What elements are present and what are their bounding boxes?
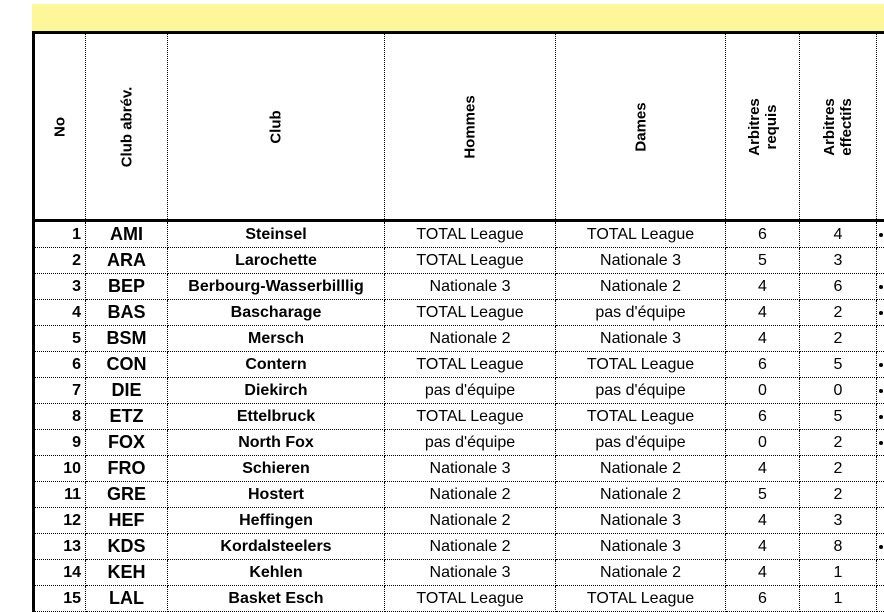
cell-club-abbr[interactable]: DIE bbox=[86, 378, 168, 404]
cell-arbitres-requis[interactable]: 6 bbox=[726, 352, 800, 378]
cell-dames[interactable]: Nationale 2 bbox=[556, 456, 726, 482]
cell-arbitres-requis[interactable]: 6 bbox=[726, 221, 800, 248]
table-row[interactable] bbox=[34, 326, 884, 352]
cell-club[interactable]: Hostert bbox=[168, 482, 385, 508]
referee-table bbox=[32, 31, 884, 612]
cell-hommes[interactable]: Nationale 3 bbox=[385, 456, 556, 482]
truncated-cell-mark bbox=[879, 233, 883, 237]
cell-dames[interactable]: Nationale 3 bbox=[556, 248, 726, 274]
cell-arbitres-effectifs[interactable]: 1 bbox=[800, 586, 877, 612]
col-header-hommes: Hommes bbox=[385, 33, 556, 221]
table-row[interactable] bbox=[34, 221, 884, 248]
cell-arbitres-effectifs[interactable]: 2 bbox=[800, 456, 877, 482]
table-row[interactable] bbox=[34, 300, 884, 326]
cell-arbitres-requis[interactable]: 4 bbox=[726, 534, 800, 560]
cell-no[interactable]: 14 bbox=[34, 560, 86, 586]
cell-club-abbr[interactable]: LAL bbox=[86, 586, 168, 612]
header-row bbox=[34, 33, 884, 221]
cell-extra[interactable] bbox=[877, 534, 884, 560]
cell-no[interactable]: 2 bbox=[34, 248, 86, 274]
cell-arbitres-requis[interactable]: 4 bbox=[726, 274, 800, 300]
table-row[interactable] bbox=[34, 482, 884, 508]
table-row[interactable] bbox=[34, 274, 884, 300]
cell-no[interactable]: 9 bbox=[34, 430, 86, 456]
cell-no[interactable]: 4 bbox=[34, 300, 86, 326]
cell-no[interactable]: 13 bbox=[34, 534, 86, 560]
cell-extra[interactable] bbox=[877, 430, 884, 456]
cell-extra[interactable] bbox=[877, 508, 884, 534]
cell-dames[interactable]: TOTAL League bbox=[556, 586, 726, 612]
cell-club[interactable]: Mersch bbox=[168, 326, 385, 352]
cell-hommes[interactable]: Nationale 2 bbox=[385, 326, 556, 352]
cell-no[interactable]: 1 bbox=[34, 221, 86, 248]
cell-club[interactable]: Larochette bbox=[168, 248, 385, 274]
cell-club[interactable]: Bascharage bbox=[168, 300, 385, 326]
cell-no[interactable]: 15 bbox=[34, 586, 86, 612]
cell-arbitres-effectifs[interactable]: 2 bbox=[800, 430, 877, 456]
cell-club-abbr[interactable]: KEH bbox=[86, 560, 168, 586]
cell-dames[interactable]: TOTAL League bbox=[556, 404, 726, 430]
cell-extra[interactable] bbox=[877, 221, 884, 248]
col-header-club-abbr: Club abrév. bbox=[86, 33, 168, 221]
cell-extra[interactable] bbox=[877, 560, 884, 586]
cell-no[interactable]: 3 bbox=[34, 274, 86, 300]
cell-club[interactable]: Ettelbruck bbox=[168, 404, 385, 430]
table-row[interactable] bbox=[34, 456, 884, 482]
table-row[interactable] bbox=[34, 560, 884, 586]
cell-arbitres-requis[interactable]: 5 bbox=[726, 482, 800, 508]
cell-club-abbr[interactable]: BEP bbox=[86, 274, 168, 300]
cell-arbitres-requis[interactable]: 6 bbox=[726, 586, 800, 612]
cell-dames[interactable]: Nationale 3 bbox=[556, 508, 726, 534]
cell-no[interactable]: 7 bbox=[34, 378, 86, 404]
cell-no[interactable]: 10 bbox=[34, 456, 86, 482]
cell-extra[interactable] bbox=[877, 274, 884, 300]
cell-no[interactable]: 12 bbox=[34, 508, 86, 534]
cell-arbitres-effectifs[interactable]: 8 bbox=[800, 534, 877, 560]
cell-arbitres-effectifs[interactable]: 1 bbox=[800, 560, 877, 586]
sheet-top-band bbox=[32, 4, 884, 31]
spreadsheet bbox=[32, 31, 884, 612]
truncated-cell-mark bbox=[879, 285, 883, 289]
cell-arbitres-effectifs[interactable]: 2 bbox=[800, 326, 877, 352]
header-line: effectifs bbox=[838, 97, 855, 156]
cell-arbitres-requis[interactable]: 4 bbox=[726, 456, 800, 482]
cell-extra[interactable] bbox=[877, 352, 884, 378]
table-row[interactable] bbox=[34, 248, 884, 274]
table-row[interactable] bbox=[34, 586, 884, 612]
cell-arbitres-requis[interactable]: 4 bbox=[726, 326, 800, 352]
cell-club[interactable]: Schieren bbox=[168, 456, 385, 482]
cell-club-abbr[interactable]: BAS bbox=[86, 300, 168, 326]
cell-arbitres-effectifs[interactable]: 3 bbox=[800, 248, 877, 274]
col-header-club: Club bbox=[168, 33, 385, 221]
cell-extra[interactable] bbox=[877, 300, 884, 326]
table-row[interactable] bbox=[34, 404, 884, 430]
cell-hommes[interactable]: TOTAL League bbox=[385, 352, 556, 378]
cell-hommes[interactable]: TOTAL League bbox=[385, 586, 556, 612]
cell-arbitres-effectifs[interactable]: 2 bbox=[800, 300, 877, 326]
cell-club[interactable]: Berbourg-Wasserbilllig bbox=[168, 274, 385, 300]
header-line: requis bbox=[762, 104, 780, 150]
cell-arbitres-effectifs[interactable]: 3 bbox=[800, 508, 877, 534]
cell-arbitres-requis[interactable]: 0 bbox=[726, 378, 800, 404]
cell-no[interactable]: 8 bbox=[34, 404, 86, 430]
truncated-cell-mark bbox=[879, 363, 883, 367]
cell-club-abbr[interactable]: FRO bbox=[86, 456, 168, 482]
cell-club[interactable]: Kehlen bbox=[168, 560, 385, 586]
cell-club-abbr[interactable]: KDS bbox=[86, 534, 168, 560]
cell-arbitres-effectifs[interactable]: 6 bbox=[800, 274, 877, 300]
cell-extra[interactable] bbox=[877, 378, 884, 404]
cell-arbitres-requis[interactable]: 4 bbox=[726, 300, 800, 326]
truncated-cell-mark bbox=[879, 415, 883, 419]
cell-extra[interactable] bbox=[877, 482, 884, 508]
cell-club-abbr[interactable]: ETZ bbox=[86, 404, 168, 430]
cell-club-abbr[interactable]: CON bbox=[86, 352, 168, 378]
cell-arbitres-requis[interactable]: 6 bbox=[726, 404, 800, 430]
table-row[interactable] bbox=[34, 508, 884, 534]
cell-club-abbr[interactable]: BSM bbox=[86, 326, 168, 352]
cell-hommes[interactable]: TOTAL League bbox=[385, 300, 556, 326]
cell-extra[interactable] bbox=[877, 586, 884, 612]
cell-dames[interactable]: Nationale 2 bbox=[556, 560, 726, 586]
cell-dames[interactable]: pas d'équipe bbox=[556, 300, 726, 326]
cell-arbitres-effectifs[interactable]: 5 bbox=[800, 352, 877, 378]
table-row[interactable] bbox=[34, 534, 884, 560]
cell-club-abbr[interactable]: AMI bbox=[86, 221, 168, 248]
col-header-arbitres-effectifs bbox=[800, 33, 877, 221]
cell-hommes[interactable]: TOTAL League bbox=[385, 221, 556, 248]
cell-hommes[interactable]: pas d'équipe bbox=[385, 430, 556, 456]
cell-arbitres-effectifs[interactable]: 2 bbox=[800, 482, 877, 508]
cell-club-abbr[interactable]: FOX bbox=[86, 430, 168, 456]
cell-arbitres-effectifs[interactable]: 4 bbox=[800, 221, 877, 248]
cell-arbitres-requis[interactable]: 0 bbox=[726, 430, 800, 456]
cell-dames[interactable]: Nationale 2 bbox=[556, 482, 726, 508]
cell-extra[interactable] bbox=[877, 326, 884, 352]
cell-club[interactable]: North Fox bbox=[168, 430, 385, 456]
cell-dames[interactable]: TOTAL League bbox=[556, 221, 726, 248]
cell-club-abbr[interactable]: ARA bbox=[86, 248, 168, 274]
table-row[interactable] bbox=[34, 352, 884, 378]
cell-hommes[interactable]: Nationale 2 bbox=[385, 482, 556, 508]
cell-dames[interactable]: pas d'équipe bbox=[556, 378, 726, 404]
truncated-cell-mark bbox=[879, 311, 883, 315]
header-line: Arbitres bbox=[821, 97, 838, 156]
col-header-arbitres-requis bbox=[726, 33, 800, 221]
cell-arbitres-requis[interactable]: 4 bbox=[726, 508, 800, 534]
cell-arbitres-effectifs[interactable]: 0 bbox=[800, 378, 877, 404]
cell-arbitres-requis[interactable]: 5 bbox=[726, 248, 800, 274]
cell-hommes[interactable]: TOTAL League bbox=[385, 404, 556, 430]
cell-club[interactable]: Diekirch bbox=[168, 378, 385, 404]
cell-club[interactable]: Basket Esch bbox=[168, 586, 385, 612]
cell-club[interactable]: Contern bbox=[168, 352, 385, 378]
cell-dames[interactable]: Nationale 3 bbox=[556, 534, 726, 560]
cell-hommes[interactable]: TOTAL League bbox=[385, 248, 556, 274]
cell-no[interactable]: 6 bbox=[34, 352, 86, 378]
cell-arbitres-effectifs[interactable]: 5 bbox=[800, 404, 877, 430]
table-row[interactable] bbox=[34, 430, 884, 456]
cell-hommes[interactable]: Nationale 3 bbox=[385, 274, 556, 300]
truncated-cell-mark bbox=[879, 545, 883, 549]
cell-hommes[interactable]: pas d'équipe bbox=[385, 378, 556, 404]
cell-no[interactable]: 5 bbox=[34, 326, 86, 352]
cell-dames[interactable]: TOTAL League bbox=[556, 352, 726, 378]
cell-no[interactable]: 11 bbox=[34, 482, 86, 508]
cell-extra[interactable] bbox=[877, 404, 884, 430]
cell-club[interactable]: Heffingen bbox=[168, 508, 385, 534]
col-header-no: No bbox=[34, 33, 86, 221]
cell-hommes[interactable]: Nationale 2 bbox=[385, 534, 556, 560]
cell-extra[interactable] bbox=[877, 248, 884, 274]
cell-club[interactable]: Kordalsteelers bbox=[168, 534, 385, 560]
cell-hommes[interactable]: Nationale 3 bbox=[385, 560, 556, 586]
truncated-cell-mark bbox=[879, 389, 883, 393]
cell-arbitres-requis[interactable]: 4 bbox=[726, 560, 800, 586]
header-line: Arbitres bbox=[745, 97, 763, 156]
cell-club-abbr[interactable]: HEF bbox=[86, 508, 168, 534]
cell-extra[interactable] bbox=[877, 456, 884, 482]
cell-club-abbr[interactable]: GRE bbox=[86, 482, 168, 508]
table-row[interactable] bbox=[34, 378, 884, 404]
cell-hommes[interactable]: Nationale 2 bbox=[385, 508, 556, 534]
cell-dames[interactable]: Nationale 3 bbox=[556, 326, 726, 352]
col-header-dames: Dames bbox=[556, 33, 726, 221]
truncated-cell-mark bbox=[879, 441, 883, 445]
table-body bbox=[34, 221, 884, 612]
cell-dames[interactable]: Nationale 2 bbox=[556, 274, 726, 300]
cell-dames[interactable]: pas d'équipe bbox=[556, 430, 726, 456]
cell-club[interactable]: Steinsel bbox=[168, 221, 385, 248]
col-header-extra bbox=[877, 33, 884, 221]
